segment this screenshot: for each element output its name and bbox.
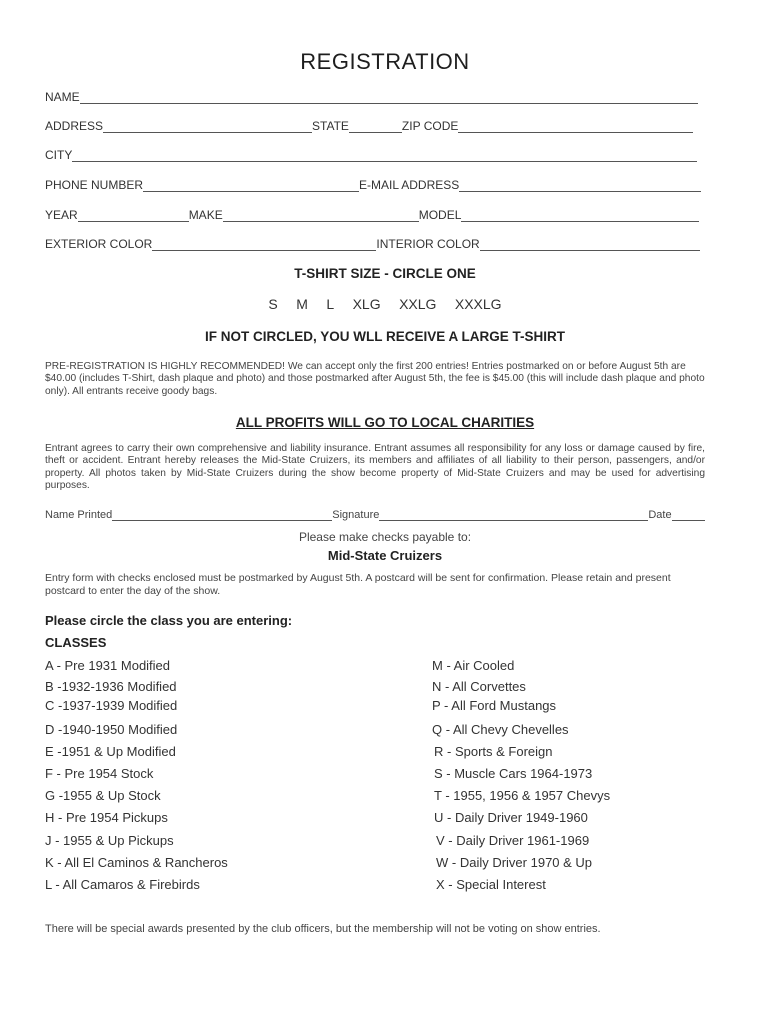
date-label: Date	[648, 509, 672, 521]
classes-heading: CLASSES	[45, 635, 107, 650]
charities-heading: ALL PROFITS WILL GO TO LOCAL CHARITIES	[235, 415, 535, 430]
class-item-e[interactable]: E -1951 & Up Modified	[45, 744, 176, 759]
signature-row	[45, 507, 705, 521]
awards-note: There will be special awards presented by the club officers, but the membership will not be voting on show entries.	[45, 923, 601, 935]
state-label: STATE	[312, 119, 349, 133]
city-row	[45, 146, 697, 162]
make-label: MAKE	[188, 208, 223, 222]
size-option-xxlg[interactable]: XXLG	[399, 296, 437, 312]
class-item-j[interactable]: J - 1955 & Up Pickups	[45, 833, 174, 848]
class-item-g[interactable]: G -1955 & Up Stock	[45, 788, 161, 803]
year-label: YEAR	[45, 208, 78, 222]
class-item-t[interactable]: T - 1955, 1956 & 1957 Chevys	[434, 788, 611, 803]
interior-color-field[interactable]	[480, 238, 700, 251]
postmark-paragraph: Entry form with checks enclosed must be postmarked by August 5th. A postcard will be sent for confirmation. Please retain and present postcard to enter the day of the show.	[45, 572, 671, 597]
class-item-k[interactable]: K - All El Caminos & Rancheros	[45, 855, 228, 870]
zip-field[interactable]	[458, 120, 693, 133]
email-field[interactable]	[459, 179, 701, 192]
class-item-d[interactable]: D -1940-1950 Modified	[45, 722, 178, 737]
name-row	[45, 88, 698, 104]
class-item-c[interactable]: C -1937-1939 Modified	[45, 698, 178, 713]
year-field[interactable]	[78, 209, 189, 222]
class-item-n[interactable]: N - All Corvettes	[432, 679, 526, 694]
name-field[interactable]	[80, 91, 698, 104]
class-item-l[interactable]: L - All Camaros & Firebirds	[45, 877, 200, 892]
class-item-m[interactable]: M - Air Cooled	[432, 658, 515, 673]
checks-payable-text: Please make checks payable to:	[298, 530, 472, 544]
name-printed-field[interactable]	[112, 509, 332, 521]
phone-row	[45, 176, 701, 192]
class-item-s[interactable]: S - Muscle Cars 1964-1973	[434, 766, 593, 781]
class-item-v[interactable]: V - Daily Driver 1961-1969	[436, 833, 590, 848]
color-row	[45, 235, 700, 251]
circle-class-instruction: Please circle the class you are entering:	[45, 613, 293, 628]
address-label: ADDRESS	[45, 119, 104, 133]
model-field[interactable]	[461, 209, 699, 222]
waiver-paragraph: Entrant agrees to carry their own comprehensive and liability insurance. Entrant assumes all responsibility for any loss or damage caused by fire, theft or accident. Entrant hereby releases the Mid-State Cruizers, its members and affiliates of all liability to their person, passengers, and/or property. All photos taken by Mid-State Cruizers during the show become property of Mid-State Cruizers and may be used for advertising purposes.	[45, 443, 705, 491]
address-row	[45, 117, 693, 133]
tshirt-size-options	[0, 296, 770, 314]
size-option-l[interactable]: L	[326, 296, 335, 312]
make-field[interactable]	[223, 209, 419, 222]
form-title: REGISTRATION	[300, 49, 470, 74]
tshirt-heading: T-SHIRT SIZE - CIRCLE ONE	[294, 266, 476, 281]
size-option-m[interactable]: M	[296, 296, 308, 312]
exterior-color-field[interactable]	[152, 238, 376, 251]
state-field[interactable]	[349, 120, 402, 133]
exterior-color-label: EXTERIOR COLOR	[45, 237, 153, 251]
class-item-f[interactable]: F - Pre 1954 Stock	[45, 766, 154, 781]
class-item-x[interactable]: X - Special Interest	[436, 877, 546, 892]
signature-label: Signature	[332, 509, 380, 521]
tshirt-note: IF NOT CIRCLED, YOU WLL RECEIVE A LARGE T-SHIRT	[204, 329, 565, 344]
interior-color-label: INTERIOR COLOR	[376, 237, 480, 251]
class-item-b[interactable]: B -1932-1936 Modified	[45, 679, 177, 694]
class-item-a[interactable]: A - Pre 1931 Modified	[45, 658, 171, 673]
size-option-xxxlg[interactable]: XXXLG	[454, 296, 502, 312]
email-label: E-MAIL ADDRESS	[359, 178, 460, 192]
name-label: NAME	[45, 90, 80, 104]
city-field[interactable]	[72, 149, 697, 162]
name-printed-label: Name Printed	[45, 509, 113, 521]
class-item-r[interactable]: R - Sports & Foreign	[434, 744, 553, 759]
vehicle-row	[45, 206, 699, 222]
size-option-xlg[interactable]: XLG	[352, 296, 381, 312]
signature-field[interactable]	[379, 509, 648, 521]
class-item-q[interactable]: Q - All Chevy Chevelles	[432, 722, 569, 737]
payee-name: Mid-State Cruizers	[327, 548, 443, 563]
phone-field[interactable]	[143, 179, 359, 192]
date-field[interactable]	[672, 509, 705, 521]
size-option-s[interactable]: S	[268, 296, 278, 312]
city-label: CITY	[45, 148, 73, 162]
class-item-p[interactable]: P - All Ford Mustangs	[432, 698, 557, 713]
class-item-u[interactable]: U - Daily Driver 1949-1960	[434, 810, 588, 825]
class-item-h[interactable]: H - Pre 1954 Pickups	[45, 810, 168, 825]
zip-label: ZIP CODE	[401, 119, 459, 133]
model-label: MODEL	[418, 208, 462, 222]
phone-label: PHONE NUMBER	[45, 178, 144, 192]
preregistration-paragraph: PRE-REGISTRATION IS HIGHLY RECOMMENDED! We can accept only the first 200 entries! Entries postmarked on or before August 5th are $40.00 (includes T-Shirt, dash plaque and photo) and those postmarked after August 5th, the fee is $45.00 (this will include dash plaque and photo only). All entrants receive goody bags.	[45, 361, 705, 397]
address-field[interactable]	[103, 120, 312, 133]
class-item-w[interactable]: W - Daily Driver 1970 & Up	[436, 855, 593, 870]
